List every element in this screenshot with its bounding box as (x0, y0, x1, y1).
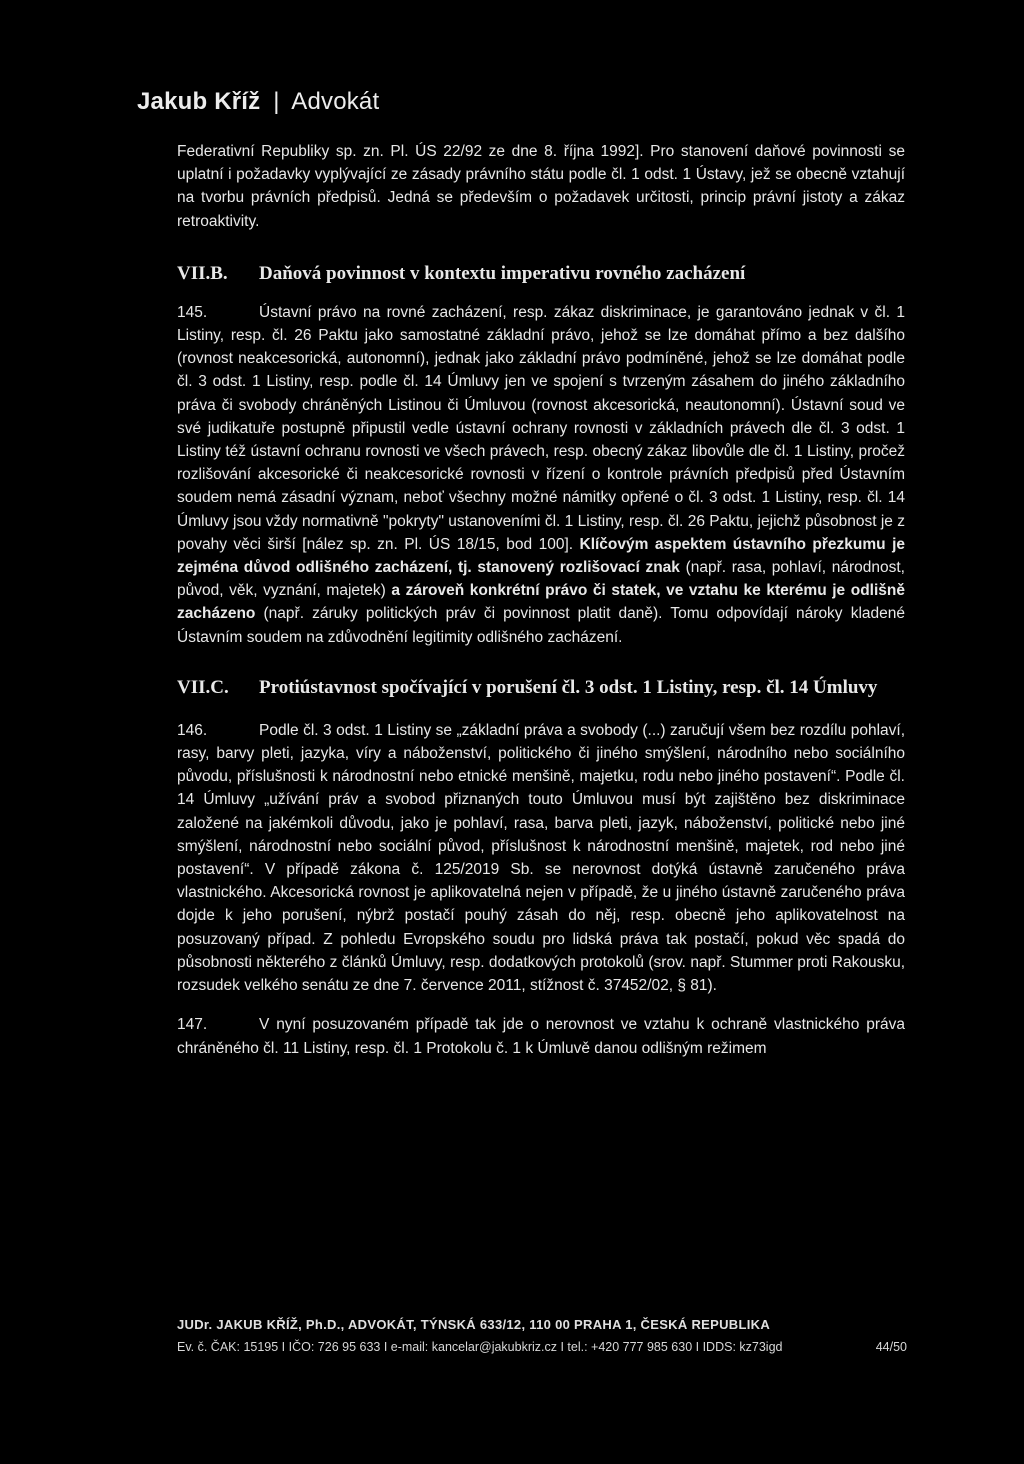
document-body (177, 140, 905, 1060)
paragraph-146-number: 146. (177, 721, 208, 739)
paragraph-146-text: Podle čl. 3 odst. 1 Listiny se „základní práva a svobody (...) zaručují všem bez rozdílu pohlaví, rasy, barvy pleti, jazyka, víry a náboženství, politického či jiného smýšlení, národního nebo sociálního původu, příslušnosti k národnostní nebo etnické menšině, majetku, rodu nebo jiného postavení“. Podle čl. 14 Úmluvy „užívání práv a svobod přiznaných touto Úmluvou musí být zajištěno bez diskriminace založené na jakémkoli důvodu, jako je pohlaví, rasa, barva pleti, jazyk, náboženství, politické nebo jiné smýšlení, národnostní nebo sociální původ, příslušnost k národnostní menšině, majetek, rod nebo jiné postavení“. V případě zákona č. 125/2019 Sb. se nerovnost dotýká ústavně zaručeného práva vlastnického. Akcesorická rovnost je aplikovatelná nejen v případě, že u jiného ústavně zaručeného práva dojde k jeho porušení, nýbrž postačí pouhý zásah do něj, resp. obecně jeho aplikovatelnost na posuzovaný případ. Z pohledu Evropského soudu pro lidská práva tak postačí, pokud věc spadá do působnosti některého z článků Úmluvy, resp. dodatkových protokolů (srov. např. Stummer proti Rakousku, rozsudek velkého senátu ze dne 7. července 2011, stížnost č. 37452/02, § 81). (177, 721, 905, 995)
section-b-title: Daňová povinnost v kontextu imperativu rovného zacházení (259, 262, 746, 284)
section-c-heading (177, 673, 905, 703)
paragraph-147-number: 147. (177, 1016, 208, 1034)
header-separator: | (273, 88, 280, 115)
paragraph-146 (177, 719, 905, 997)
page-header (137, 88, 379, 116)
footer-contact-text: Ev. č. ČAK: 15195 I IČO: 726 95 633 I e-mail: kancelar@jakubkriz.cz I tel.: +420 777 985 630 I IDDS: kz73igd (177, 1340, 783, 1354)
section-c-title: Protiústavnost spočívající v porušení čl. 3 odst. 1 Listiny, resp. čl. 14 Úmluvy (259, 676, 878, 698)
header-title: Advokát (291, 88, 380, 115)
paragraph-145-bold1: Klíčovým aspektem ústavního přezkumu je zejména důvod odlišného zacházení, tj. stanovený rozlišovací znak (177, 535, 906, 577)
footer-contacts (177, 1340, 907, 1354)
page-number: 44/50 (875, 1340, 907, 1354)
section-b-heading (177, 259, 905, 289)
header-name: Jakub Kříž (137, 88, 261, 115)
section-c-number: VII.C. (177, 676, 229, 698)
paragraph-145-part3: (např. záruky politických práv či povinnost platit daně). Tomu odpovídají nároky kladené Ústavním soudem na zdůvodnění legitimity odlišného zacházení. (177, 605, 905, 646)
paragraph-145-part1: Ústavní právo na rovné zacházení, resp. zákaz diskriminace, je garantováno jednak v čl. 1 Listiny, resp. čl. 26 Paktu jako samostatné základní právo, jehož se lze domáhat přímo a bez dalšího (rovnost neakcesorická, autonomní), jednak jako základní právo podmíněné, jehož se lze domáhat podle čl. 3 odst. 1 Listiny, resp. podle čl. 14 Úmluvy jen ve spojení s tvrzeným zásahem do jiného základního práva či svobody chráněných Listinou či Úmluvou (rovnost akcesorická, neautonomní). Ústavní soud ve své judikatuře postupně připustil vedle ústavní ochrany rovnosti v základních právech dle čl. 3 odst. 1 Listiny též ústavní ochranu rovnosti ve všech právech, resp. obecný zákaz libovůle dle čl. 1 Listiny, pročež rozlišování akcesorické či neakcesorické rovnosti v řízení o kontrole právních předpisů před Ústavním soudem nemá zásadní význam, neboť všechny možné námitky opřené o čl. 3 odst. 1 Listiny, resp. čl. 14 Úmluvy jsou vždy normativně "pokryty" ustanoveními čl. 1 Listiny, resp. čl. 26 Paktu, jejichž působnost je z povahy věci širší [nález sp. zn. Pl. ÚS 18/15, bod 100]. (177, 303, 905, 553)
footer-address (177, 1316, 907, 1334)
paragraph-147 (177, 1013, 905, 1059)
paragraph-145-part2: (např. rasa, pohlaví, národnost, původ, věk, vyznání, majetek) (177, 559, 905, 600)
paragraph-145 (177, 301, 905, 649)
paragraph-145-number: 145. (177, 303, 208, 321)
paragraph-145-bold2: a zároveň konkrétní právo či statek, ve vztahu ke kterému je odlišně zacházeno (177, 582, 905, 623)
paragraph-147-text: V nyní posuzovaném případě tak jde o nerovnost ve vztahu k ochraně vlastnického práva chráněného čl. 11 Listiny, resp. čl. 1 Protokolu č. 1 k Úmluvě danou odlišným režimem (177, 1016, 905, 1057)
section-b-number: VII.B. (177, 262, 228, 284)
intro-paragraph: Federativní Republiky sp. zn. Pl. ÚS 22/92 ze dne 8. října 1992]. Pro stanovení daňové povinnosti se uplatní i požadavky vyplývající ze zásady právního státu podle čl. 1 odst. 1 Ústavy, jež se obecně vztahují na tvorbu právních předpisů. Jedná se především o požadavek určitosti, princip právní jistoty a zákaz retroaktivity. (177, 143, 905, 230)
footer-address-text: JUDr. JAKUB KŘÍŽ, Ph.D., ADVOKÁT, TÝNSKÁ 633/12, 110 00 PRAHA 1, ČESKÁ REPUBLIKA (177, 1317, 771, 1332)
